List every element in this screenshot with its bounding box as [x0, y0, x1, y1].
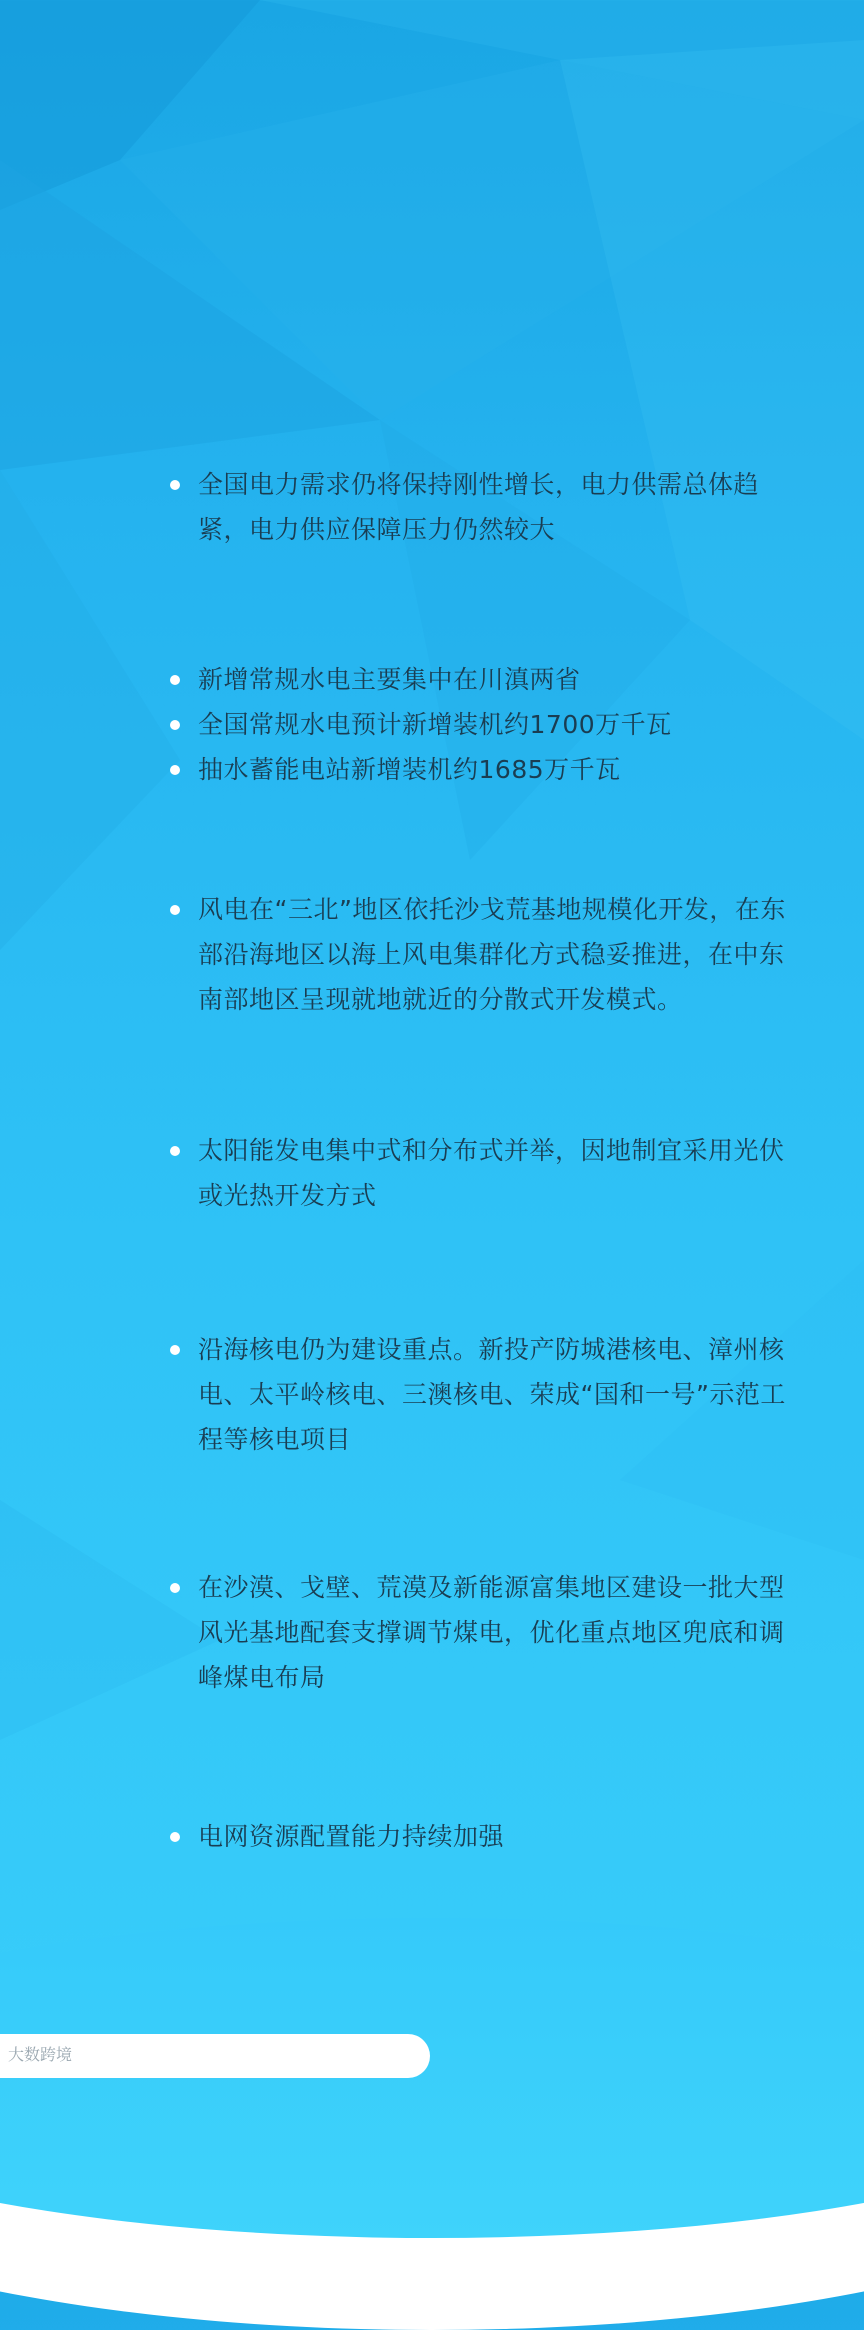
list-item: 沿海核电仍为建设重点。新投产防城港核电、漳州核电、太平岭核电、三澳核电、荣成“国和一号”示范工程等核电项目 [170, 1327, 790, 1462]
section-power-demand [170, 462, 790, 552]
list-item: 新增常规水电主要集中在川滇两省 [170, 657, 790, 702]
list-item: 全国常规水电预计新增装机约1700万千瓦 [170, 702, 790, 747]
section-solar-power [170, 1128, 790, 1218]
list-item: 在沙漠、戈壁、荒漠及新能源富集地区建设一批大型风光基地配套支撑调节煤电，优化重点地区兜底和调峰煤电布局 [170, 1565, 790, 1700]
section-wind-power [170, 887, 790, 1022]
list-item: 全国电力需求仍将保持刚性增长，电力供需总体趋紧，电力供应保障压力仍然较大 [170, 462, 790, 552]
watermark-text: 大数跨境 [8, 2045, 73, 2064]
section-coal-power [170, 1565, 790, 1700]
section-grid [170, 1814, 790, 1859]
list-item: 太阳能发电集中式和分布式并举，因地制宜采用光伏或光热开发方式 [170, 1128, 790, 1218]
section-nuclear-power [170, 1327, 790, 1462]
bottom-blue-fill [0, 1918, 864, 2238]
section-hydropower [170, 657, 790, 792]
list-item: 风电在“三北”地区依托沙戈荒基地规模化开发，在东部沿海地区以海上风电集群化方式稳妥推进，在中东南部地区呈现就地就近的分散式开发模式。 [170, 887, 790, 1022]
list-item: 电网资源配置能力持续加强 [170, 1814, 790, 1859]
list-item: 抽水蓄能电站新增装机约1685万千瓦 [170, 747, 790, 792]
